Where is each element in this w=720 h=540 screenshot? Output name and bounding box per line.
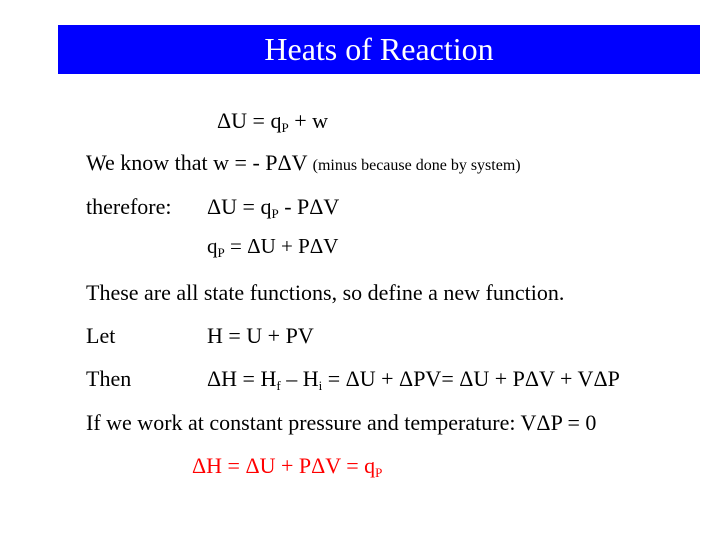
eq3-subscript: P bbox=[271, 206, 279, 221]
eq7-part-a: ΔH = H bbox=[207, 366, 277, 391]
eq3-part-a: ΔU = q bbox=[207, 194, 272, 219]
equation-delta-h bbox=[207, 366, 620, 393]
slide-title: Heats of Reaction bbox=[58, 25, 700, 74]
equation-internal-energy bbox=[217, 108, 328, 135]
state-functions-statement: These are all state functions, so define a new function. bbox=[86, 280, 565, 305]
eq1-part-a: ΔU = q bbox=[217, 108, 282, 133]
work-statement-main: We know that w = - PΔV bbox=[86, 150, 313, 175]
eq3-part-b: - PΔV bbox=[278, 194, 340, 219]
then-label: Then bbox=[86, 366, 132, 391]
eq7-part-c: = ΔU + ΔPV= ΔU + PΔV + VΔP bbox=[322, 366, 620, 391]
therefore-label: therefore: bbox=[86, 194, 172, 219]
equation-qp bbox=[207, 234, 339, 260]
work-statement-note: (minus because done by system) bbox=[312, 157, 521, 174]
eq4-part-b: = ΔU + PΔV bbox=[224, 234, 339, 258]
eq7-subscript-i: i bbox=[318, 378, 323, 393]
enthalpy-definition: H = U + PV bbox=[207, 323, 314, 348]
eq9-part-a: ΔH = ΔU + PΔV = q bbox=[192, 453, 376, 478]
eq4-subscript: P bbox=[217, 245, 225, 260]
equation-therefore bbox=[207, 194, 340, 221]
eq9-subscript: P bbox=[375, 465, 383, 480]
eq4-part-a: q bbox=[207, 234, 218, 258]
eq1-part-b: + w bbox=[288, 108, 328, 133]
constant-pressure-statement: If we work at constant pressure and temperature: VΔP = 0 bbox=[86, 410, 597, 435]
result-equation bbox=[192, 453, 383, 480]
eq7-part-b: – H bbox=[280, 366, 319, 391]
let-label: Let bbox=[86, 323, 116, 348]
work-statement bbox=[86, 152, 521, 174]
eq1-subscript: P bbox=[281, 120, 289, 135]
eq7-subscript-f: f bbox=[276, 378, 281, 393]
